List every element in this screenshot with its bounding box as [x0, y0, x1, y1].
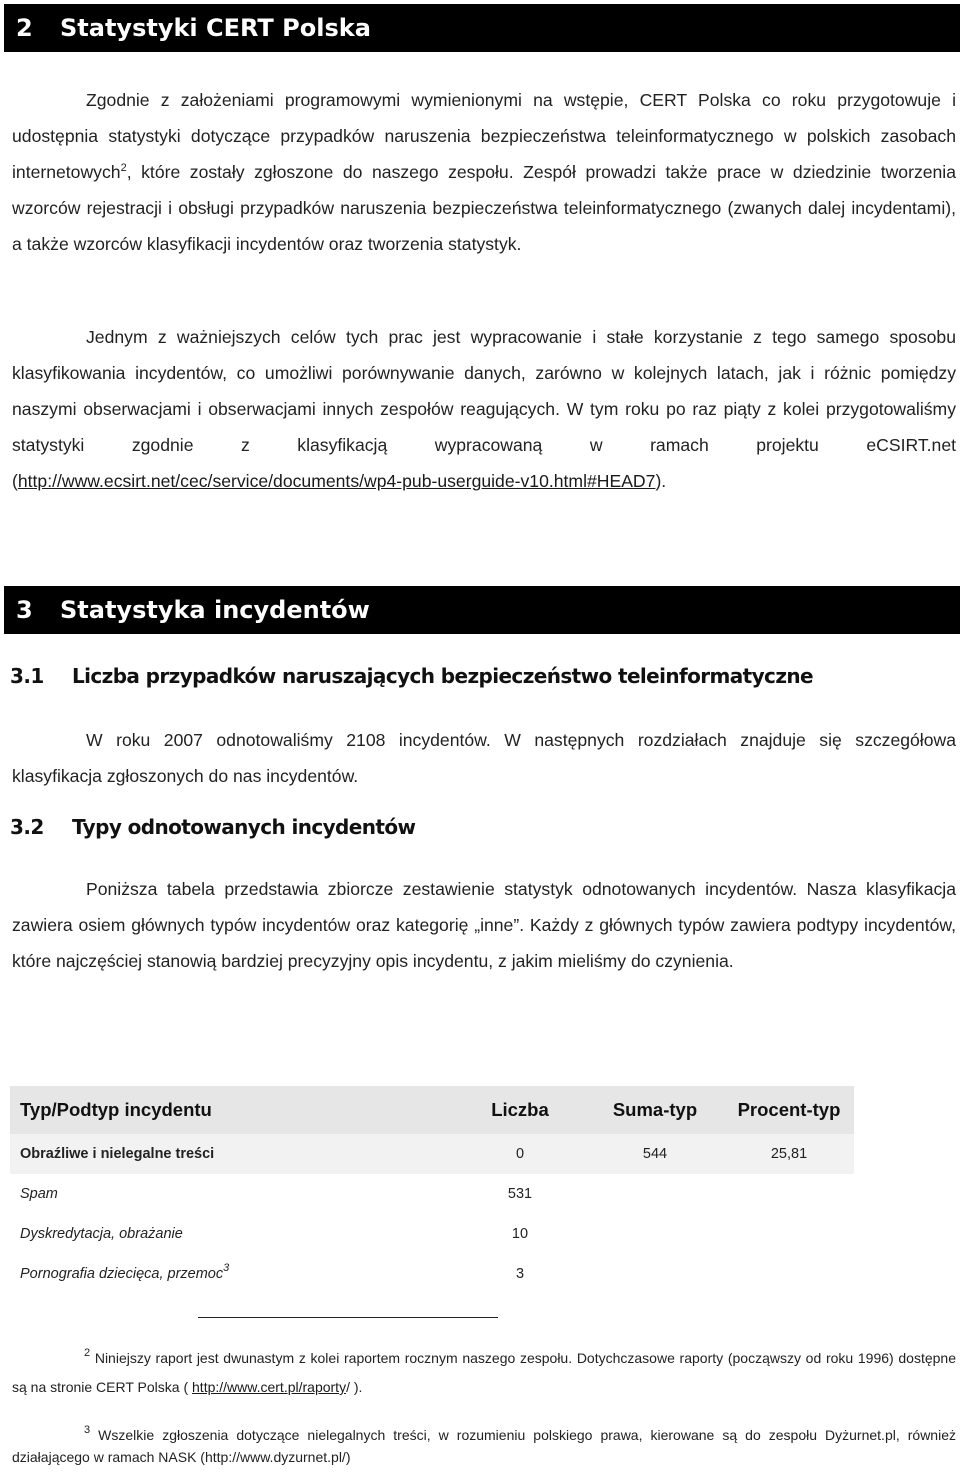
- cell-percent: [724, 1174, 854, 1214]
- paragraph-goals: [12, 319, 956, 499]
- cell-count: 0: [454, 1134, 586, 1174]
- cell-count: 10: [511, 1226, 529, 1242]
- section-3-1-heading: [10, 664, 813, 688]
- column-header-sum: Suma-typ: [586, 1086, 724, 1134]
- ecsirt-link[interactable]: http://www.ecsirt.net/cec/service/documents/wp4-pub-userguide-v10.html#HEAD7: [17, 471, 656, 491]
- footnote-mark: 2: [84, 1347, 91, 1359]
- section-3-2-heading: [10, 815, 415, 839]
- incident-statistics-table: [10, 1086, 854, 1294]
- cell-subtype: Spam: [20, 1186, 58, 1202]
- cert-reports-link[interactable]: http://www.cert.pl/raporty: [192, 1379, 347, 1395]
- footnote-text: Niniejszy raport jest dwunastym z kolei raportem rocznym naszego zespołu. Dotychczasowe raporty (począwszy od roku 1996) dostępne są na stronie CERT Polska (: [12, 1350, 956, 1395]
- paragraph-text: Jednym z ważniejszych celów tych prac jest wypracowanie i stałe korzystanie z tego samego sposobu klasyfikowania incydentów, co umożliwi porównywanie danych, zarówno w kolejnych latach, jak i różnic pomiędzy naszymi obserwacjami i obserwacjami innych zespołów reagujących. W tym roku po raz piąty z kolei przygotowaliśmy statystyki zgodnie z klasyfikacją wypracowaną w ramach projektu eCSIRT.net (: [12, 327, 956, 491]
- section-title: Statystyka incydentów: [60, 596, 370, 624]
- footnote-ref[interactable]: 3: [223, 1262, 230, 1274]
- column-header-type: Typ/Podtyp incydentu: [10, 1086, 454, 1134]
- cell-type: Obraźliwe i nielegalne treści: [10, 1134, 454, 1174]
- column-header-percent: Procent-typ: [724, 1086, 854, 1134]
- section-number: 3.2: [10, 815, 44, 839]
- footnote-separator: [198, 1317, 498, 1318]
- footnote-mark: 3: [84, 1424, 91, 1436]
- paragraph-intro: [12, 82, 956, 262]
- section-number: 3: [16, 596, 33, 624]
- section-3-heading: [4, 586, 960, 634]
- paragraph-text: Poniższa tabela przedstawia zbiorcze zestawienie statystyk odnotowanych incydentów. Nasza klasyfikacja zawiera osiem głównych typów incydentów oraz kategorię „inne”. Każdy z głównych typów zawiera podtypy incydentów, które najczęściej stanowią bardziej precyzyjny opis incydentu, z jakim mieliśmy do czynienia.: [12, 879, 956, 971]
- section-number: 2: [16, 14, 33, 42]
- paragraph-incident-count: [12, 722, 956, 794]
- cell-sum: [586, 1254, 724, 1294]
- section-number: 3.1: [10, 664, 44, 688]
- cell-count: 3: [515, 1266, 525, 1282]
- footnote-ref[interactable]: 2: [120, 162, 127, 174]
- cell-percent: [724, 1254, 854, 1294]
- section-title: Typy odnotowanych incydentów: [72, 815, 416, 839]
- footnote-text: / ).: [346, 1379, 363, 1395]
- footnote-text: Wszelkie zgłoszenia dotyczące nielegalnych treści, w rozumieniu polskiego prawa, kierowane są do zespołu Dyżurnet.pl, również działającego w ramach NASK (http://www.dyzurnet.pl/): [12, 1427, 956, 1465]
- cell-count: 531: [507, 1186, 533, 1202]
- cell-subtype: Dyskredytacja, obrażanie: [20, 1226, 183, 1242]
- column-header-count: Liczba: [454, 1086, 586, 1134]
- table-header-row: [10, 1086, 854, 1134]
- cell-percent: 25,81: [724, 1134, 854, 1174]
- paragraph-incident-types: [12, 871, 956, 979]
- section-2-heading: [4, 4, 960, 52]
- table-row: [10, 1174, 854, 1214]
- cell-sum: [586, 1174, 724, 1214]
- section-title: Statystyki CERT Polska: [60, 14, 371, 42]
- cell-sum: [586, 1214, 724, 1254]
- paragraph-text: Zgodnie z założeniami programowymi wymienionymi na wstępie, CERT Polska co roku przygotowuje i udostępnia statystyki dotyczące przypadków naruszenia bezpieczeństwa teleinformatycznego w polskich zasobach internetowych: [12, 90, 956, 182]
- cell-subtype-text: Pornografia dziecięca, przemoc: [20, 1266, 224, 1282]
- paragraph-text: ).: [655, 471, 667, 491]
- table-row: [10, 1134, 854, 1174]
- section-title: Liczba przypadków naruszających bezpieczeństwo teleinformatyczne: [72, 664, 813, 688]
- footnote-2: [12, 1344, 956, 1402]
- table-row: [10, 1254, 854, 1294]
- paragraph-text: W roku 2007 odnotowaliśmy 2108 incydentów. W następnych rozdziałach znajduje się szczegółowa klasyfikacja zgłoszonych do nas incydentów.: [12, 730, 956, 786]
- cell-subtype: [10, 1254, 454, 1294]
- cell-percent: [724, 1214, 854, 1254]
- paragraph-text: , które zostały zgłoszone do naszego zespołu. Zespół prowadzi także prace w dziedzinie tworzenia wzorców rejestracji i obsługi przypadków naruszenia bezpieczeństwa teleinformatycznego (zwanych dalej incydentami), a także wzorców klasyfikacji incydentów oraz tworzenia statystyk.: [12, 162, 956, 254]
- cell-sum: 544: [586, 1134, 724, 1174]
- footnote-3: [12, 1424, 956, 1468]
- table-row: [10, 1214, 854, 1254]
